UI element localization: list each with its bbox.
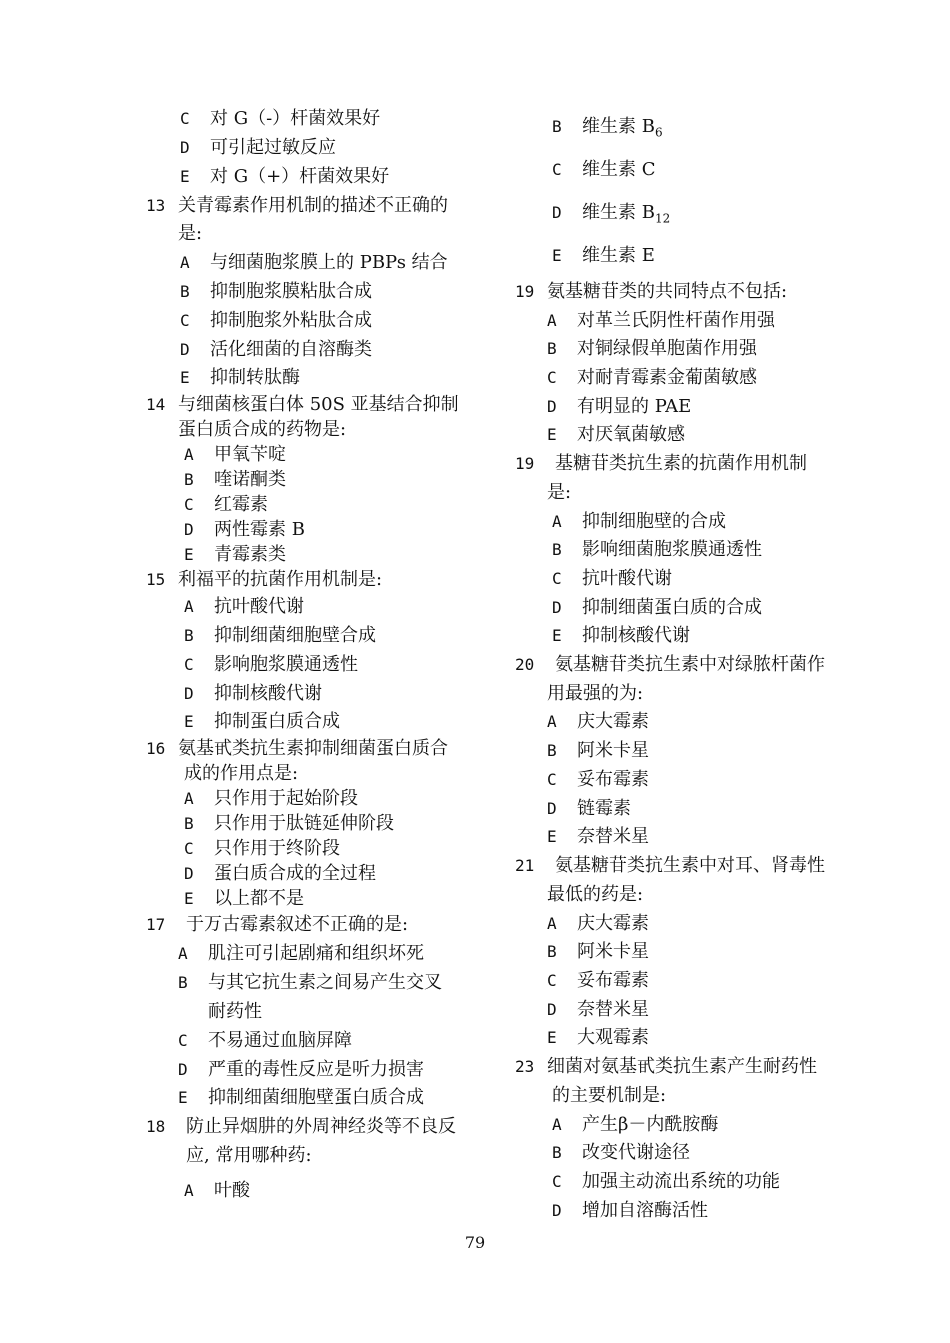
option: A 叶酸 (184, 1180, 250, 1201)
option: B 抑制胞浆膜粘肽合成 (180, 281, 372, 302)
option: C 对耐青霉素金葡菌敏感 (547, 367, 757, 388)
option: A 甲氧苄啶 (184, 444, 286, 465)
option: E 抑制转肽酶 (180, 367, 300, 388)
option: C 妥布霉素 (547, 970, 649, 991)
option: E 抑制细菌细胞壁蛋白质合成 (178, 1087, 424, 1108)
question-stem: 23 细菌对氨基甙类抗生素产生耐药性 (515, 1056, 817, 1077)
question-stem-cont: 最低的药是: (547, 884, 644, 905)
option: A 庆大霉素 (547, 711, 649, 732)
option: A 抗叶酸代谢 (184, 596, 304, 617)
option: C 对 G（-）杆菌效果好 (180, 108, 381, 129)
option: E 奈替米星 (547, 826, 649, 847)
option: C 维生素 C (552, 159, 656, 180)
option: E 以上都不是 (184, 888, 304, 909)
option: D 奈替米星 (547, 999, 649, 1020)
question-stem: 18 防止异烟肼的外周神经炎等不良反 (146, 1116, 456, 1137)
option: E 对厌氧菌敏感 (547, 424, 685, 445)
option: E 大观霉素 (547, 1027, 649, 1048)
option: D 抑制细菌蛋白质的合成 (552, 597, 762, 618)
option: B 只作用于肽链延伸阶段 (184, 813, 394, 834)
option: B 改变代谢途径 (552, 1142, 690, 1163)
question-stem-cont: 蛋白质合成的药物是: (178, 419, 347, 440)
option: D 增加自溶酶活性 (552, 1200, 708, 1221)
question-stem: 14 与细菌核蛋白体 50S 亚基结合抑制 (146, 394, 459, 415)
option: A 肌注可引起剧痛和组织坏死 (178, 943, 424, 964)
question-stem: 20 氨基糖苷类抗生素中对绿脓杆菌作 (515, 654, 825, 675)
option: C 影响胞浆膜通透性 (184, 654, 358, 675)
question-stem: 16 氨基甙类抗生素抑制细菌蛋白质合 (146, 738, 448, 759)
option: B 影响细菌胞浆膜通透性 (552, 539, 762, 560)
question-stem: 15 利福平的抗菌作用机制是: (146, 569, 383, 590)
option: A 庆大霉素 (547, 913, 649, 934)
option: E 抑制蛋白质合成 (184, 711, 340, 732)
option: E 抑制核酸代谢 (552, 625, 690, 646)
option: B 阿米卡星 (547, 941, 649, 962)
option: D 可引起过敏反应 (180, 137, 336, 158)
option: D 活化细菌的自溶酶类 (180, 339, 372, 360)
question-stem: 19 基糖苷类抗生素的抗菌作用机制 (515, 453, 807, 474)
option: C 妥布霉素 (547, 769, 649, 790)
page-number: 79 (464, 1233, 486, 1252)
question-stem-cont: 用最强的为: (547, 683, 644, 704)
option: C 不易通过血脑屏障 (178, 1030, 352, 1051)
question-stem: 17 于万古霉素叙述不正确的是: (146, 914, 409, 935)
option: C 只作用于终阶段 (184, 838, 340, 859)
question-stem-cont: 应, 常用哪种药: (186, 1145, 312, 1166)
question-stem-cont: 是: (547, 482, 572, 503)
option: E 对 G（+）杆菌效果好 (180, 166, 390, 187)
option: A 与细菌胞浆膜上的 PBPs 结合 (180, 252, 448, 273)
option: A 只作用于起始阶段 (184, 788, 358, 809)
option: D 严重的毒性反应是听力损害 (178, 1059, 424, 1080)
option: B 喹诺酮类 (184, 469, 286, 490)
option: E 维生素 E (552, 245, 655, 266)
question-stem-cont: 的主要机制是: (552, 1085, 667, 1106)
option: C 红霉素 (184, 494, 268, 515)
option: C 加强主动流出系统的功能 (552, 1171, 780, 1192)
question-stem: 21 氨基糖苷类抗生素中对耳、肾毒性 (515, 855, 825, 876)
option: D 两性霉素 B (184, 519, 305, 540)
option: D 有明显的 PAE (547, 396, 692, 417)
question-stem-cont: 是: (178, 223, 203, 244)
option: B 阿米卡星 (547, 740, 649, 761)
option-cont: 耐药性 (208, 1001, 262, 1022)
option: C 抗叶酸代谢 (552, 568, 672, 589)
question-stem: 13 关青霉素作用机制的描述不正确的 (146, 195, 448, 216)
question-stem-cont: 成的作用点是: (184, 763, 299, 784)
option: D 蛋白质合成的全过程 (184, 863, 376, 884)
option: D 维生素 $B_{12}$ (552, 202, 671, 226)
option: D 链霉素 (547, 798, 631, 819)
option: A 对革兰氏阴性杆菌作用强 (547, 310, 775, 331)
option: B 对铜绿假单胞菌作用强 (547, 338, 757, 359)
option: E 青霉素类 (184, 544, 286, 565)
option: A 产生β－内酰胺酶 (552, 1114, 719, 1135)
option: B 与其它抗生素之间易产生交叉 (178, 972, 442, 993)
question-stem: 19 氨基糖苷类的共同特点不包括: (515, 281, 788, 302)
option: A 抑制细胞壁的合成 (552, 511, 726, 532)
option: B 抑制细菌细胞壁合成 (184, 625, 376, 646)
option: B 维生素 $B_6$ (552, 116, 663, 140)
option: C 抑制胞浆外粘肽合成 (180, 310, 372, 331)
option: D 抑制核酸代谢 (184, 683, 322, 704)
